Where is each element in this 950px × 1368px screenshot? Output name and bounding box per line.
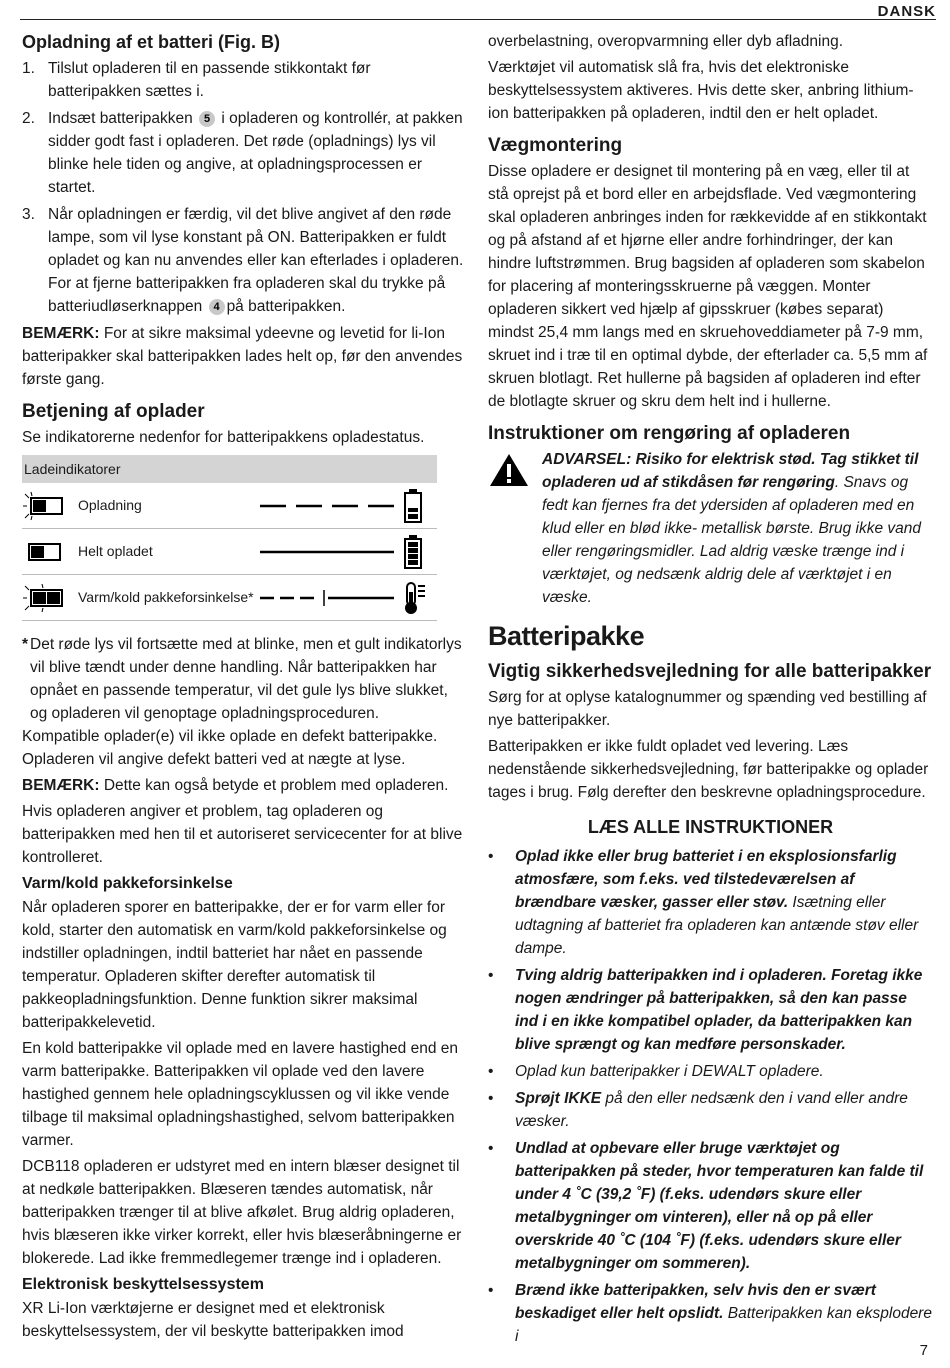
page-number: 7 — [919, 1342, 928, 1359]
part-ref-badge: 5 — [199, 111, 215, 127]
thermometer-icon — [398, 580, 428, 616]
bullet-text: på den eller nedsænk den i vand eller andre væsker. — [515, 1090, 908, 1130]
bullet-text: Isætning eller udtagning af batteriet fra opladeren kan antænde støv eller dampe. — [515, 894, 919, 957]
bullet-bold: Tving aldrig batteripakken ind i opladeren. Foretag ikke nogen ændringer på batteripakken, så den kan passe ind i en ikke kompatibel oplader, da batteripakken kan blive sprængt og kan medføre personskader. — [515, 967, 923, 1053]
indicator-label: Opladning — [78, 497, 142, 513]
protect-title: Elektronisk beskyttelsessystem — [22, 1276, 264, 1293]
footnote — [22, 633, 466, 725]
note-text: For at sikre maksimal ydeevne og levetid for li-Ion batteripakker skal batteripakken lades helt op, før den anvendes første gang. — [22, 325, 463, 388]
list-item: • Sprøjt IKKE på den eller nedsænk den i vand eller andre væsker. — [488, 1090, 908, 1130]
blinking-indicator-icon — [22, 491, 78, 521]
bullet-text: Batteripakken kan eksplodere i — [515, 1305, 932, 1345]
hotcold-title: Varm/kold pakkeforsinkelse — [22, 875, 233, 892]
bullet-bold: Brænd ikke batteripakken, selv hvis den er svært beskadiget eller helt opslidt. — [515, 1282, 876, 1322]
list-item: • Oplad ikke eller brug batteriet i en eksplosionsfarlig atmosfære, som f.eks. ved tilstedeværelsen af brændbare væsker, gasser eller støv. Isætning eller udtagning af batteriet fra opladeren kan antænde støv eller dampe. — [488, 848, 919, 957]
indicator-table-header: Ladeindikatorer — [22, 455, 437, 483]
protect-text: XR Li-Ion værktøjerne er designet med et elektronisk beskyttelsessystem, der vil beskytte batteripakken imod — [22, 1300, 404, 1340]
read-all-heading: LÆS ALLE INSTRUKTIONER — [587, 817, 834, 837]
note-label: BEMÆRK: — [22, 325, 100, 342]
charge-title: Opladning af et batteri (Fig. B) — [22, 32, 280, 52]
note-label: BEMÆRK: — [22, 777, 100, 794]
wall-title: Vægmontering — [488, 135, 623, 156]
bullet-bold: Sprøjt IKKE — [515, 1090, 602, 1107]
warning-triangle-icon — [488, 448, 542, 609]
right-column — [488, 30, 933, 1352]
pattern-dashed-long — [258, 496, 398, 516]
double-blinking-indicator-icon — [22, 583, 78, 613]
indicator-label: Helt opladet — [78, 543, 153, 559]
part-ref-badge: 4 — [209, 299, 225, 315]
header-rule — [20, 19, 936, 20]
safety-bullet-list — [488, 845, 933, 1348]
left-column — [22, 30, 466, 1346]
problem-text: Hvis opladeren angiver et problem, tag opladeren og batteripakken med hen til et autoriseret servicecenter for at blive kontrolleret. — [22, 803, 463, 866]
clean-title: Instruktioner om rengøring af opladeren — [488, 423, 851, 444]
operation-title: Betjening af oplader — [22, 401, 205, 422]
steady-indicator-icon — [22, 537, 78, 567]
indicator-table — [22, 455, 437, 621]
charge-step — [22, 107, 466, 199]
note-text: Dette kan også betyde et problem med opladeren. — [103, 777, 449, 794]
note-paragraph — [22, 774, 466, 797]
compat-text: Kompatible oplader(e) vil ikke oplade en defekt batteripakke. Opladeren vil angive defekt batteri ved at nægte at lyse. — [22, 728, 438, 768]
charge-steps — [22, 57, 466, 318]
battery-title: Batteripakke — [488, 621, 645, 651]
step-text: Når opladningen er færdig, vil det blive angivet af den røde lampe, som vil lyse konstant på ON. Batteripakken er fuldt opladet og kan nu anvendes eller kan efterlades i opladeren. For at fjerne batteripakken fra opladeren skal du trykke på batteriudløserknappen — [48, 206, 464, 315]
footnote-text: Det røde lys vil fortsætte med at blinke, men et gult indikatorlys vil blive tændt under denne handling. Når batteripakken har opnået en passende temperatur, vil det gule lys blive slukket, og opladeren vil genoptage opladningsproceduren. — [30, 636, 462, 722]
protect-continued: overbelastning, overopvarmning eller dyb afladning. — [488, 33, 843, 50]
step-text: på batteripakken. — [226, 298, 346, 315]
warning-block — [488, 448, 933, 609]
safety-paragraph: Sørg for at oplyse katalognummer og spænding ved bestilling af nye batteripakker. — [488, 689, 927, 729]
indicator-row — [22, 575, 437, 621]
safety-paragraph: Batteripakken er ikke fuldt opladet ved levering. Læs nedenstående sikkerhedsvejledning, før batteripakke og oplader tages i brug. Følg derefter den beskrevne opladningsprocedure. — [488, 738, 929, 801]
bullet-text: Oplad kun batteripakker i DEWALT opladere. — [515, 1063, 824, 1080]
bullet-bold: Undlad at opbevare eller bruge værktøjet og batteripakken på steder, hvor temperaturen kan falde til under 4 ˚C (39,2 ˚F) (f.eks. udendørs skure eller metalbygninger om vinteren), eller nå op på eller overskride 40 ˚C (104 ˚F) (f.eks. udendørs skure eller metalbygninger om sommeren). — [515, 1140, 924, 1272]
operation-intro: Se indikatorerne nedenfor for batteripakkens opladestatus. — [22, 429, 425, 446]
hotcold-paragraph: Når opladeren sporer en batteripakke, der er for varm eller for kold, starter den automatisk en varm/kold pakkeforsinkelse og indstiller opladningen, indtil batteriet har nået en passende temperatur. Opladeren skifter derefter automatisk til pakkeopladningsfunktion. Denne funktion sikrer maksimal batteripakkelevetid. — [22, 899, 447, 1031]
protect-paragraph: Værktøjet vil automatisk slå fra, hvis det elektroniske beskyttelsessystem aktiveres. Hvis dette sker, anbring lithium-ion batteripakken på opladeren, indtil den er helt opladet. — [488, 59, 914, 122]
note-paragraph — [22, 322, 466, 391]
battery-charging-icon — [398, 488, 428, 524]
step-number: 2. — [22, 110, 35, 127]
list-item: • Undlad at opbevare eller bruge værktøjet og batteripakken på steder, hvor temperaturen kan falde til under 4 ˚C (39,2 ˚F) (f.eks. udendørs skure eller metalbygninger om vinteren), eller nå op på eller overskride 40 ˚C (104 ˚F) (f.eks. udendørs skure eller metalbygninger om sommeren). — [488, 1140, 924, 1272]
indicator-label: Varm/kold pakkeforsinkelse* — [78, 589, 254, 605]
step-text: Tilslut opladeren til en passende stikkontakt før batteripakken sættes i. — [48, 60, 371, 100]
pattern-dashed-short-bar — [258, 588, 398, 608]
safety-title: Vigtig sikkerhedsvejledning for alle batteripakker — [488, 661, 932, 682]
hotcold-paragraph: En kold batteripakke vil oplade med en lavere hastighed end en varm batteripakke. Batteripakken vil oplade ved den lavere hastighed gennem hele opladningscyklussen og vil ikke vende tilbage til maksimal opladningshastighed, selvom batteripakken varmer. — [22, 1040, 459, 1149]
step-text: i opladeren og kontrollér, at pakken sidder godt fast i opladeren. Det røde (opladnings) lys vil blinke hele tiden og angive, at opladningsprocessen er startet. — [48, 110, 463, 196]
wall-text: Disse opladere er designet til montering på en væg, eller til at stå oprejst på et bord eller en arbejdsflade. Ved vægmontering skal opladeren anbringes inden for rækkevidde af en stikkontakt og på afstand af et hjørne eller andre forhindringer, der kan hindre luftstrømmen. Brug bagsiden af opladeren som skabelon for placering af monteringsskruerne på væggen. Monter opladeren sikkert ved hjælp af gipsskruer (købes separat) mindst 25,4 mm langs med en skruehoveddiameter på 7-9 mm, skruet ind i træ til en optimal dybde, der efterlader ca. 5,5 mm af skruen blotlagt. Ret hullerne på bagsiden af opladeren ind efter de blotlagte skruer og skru dem helt ind i hullerne. — [488, 163, 928, 410]
list-item: • Tving aldrig batteripakken ind i opladeren. Foretag ikke nogen ændringer på batteripakken, så den kan passe ind i en ikke kompatibel oplader, da batteripakken kan blive sprængt og kan medføre personskader. — [488, 967, 923, 1053]
step-text: Indsæt batteripakken — [48, 110, 193, 127]
list-item: • Oplad kun batteripakker i DEWALT opladere. — [488, 1063, 824, 1080]
hotcold-paragraph: DCB118 opladeren er udstyret med en intern blæser designet til at nedkøle batteripakken. Blæseren tændes automatisk, når batteripakken trænger til at blive afkølet. Brug aldrig opladeren, hvis blæseren ikke virker korrekt, eller hvis blæseråbningerne er blokerede. Lad ikke fremmedlegemer trænge ind i opladeren. — [22, 1158, 462, 1267]
battery-full-icon — [398, 534, 428, 570]
charge-step — [22, 203, 466, 318]
charge-step — [22, 57, 466, 103]
step-number: 3. — [22, 206, 35, 223]
language-label: DANSK — [877, 3, 936, 20]
bullet-bold: Oplad ikke eller brug batteriet i en eksplosionsfarlig atmosfære, som f.eks. ved tilstedeværelsen af brændbare væsker, gasser eller støv. — [515, 848, 897, 911]
warning-text: . Snavs og fedt kan fjernes fra det ydersiden af opladeren med en klud eller en blød ikke- metallisk børste. Brug ikke vand eller rengøringsmidler. Lad aldrig væske trænge ind i værktøjet, og nedsænk aldrig dele af værktøjet i en væske. — [542, 474, 922, 606]
footnote-mark: * — [22, 636, 29, 653]
pattern-solid — [258, 542, 398, 562]
indicator-row — [22, 529, 437, 575]
indicator-row — [22, 483, 437, 529]
step-number: 1. — [22, 60, 35, 77]
list-item: • Brænd ikke batteripakken, selv hvis den er svært beskadiget eller helt opslidt. Batteripakken kan eksplodere i — [488, 1282, 932, 1345]
warning-bold-text: ADVARSEL: Risiko for elektrisk stød. Tag stikket til opladeren ud af stikdåsen før rengøring — [542, 451, 919, 491]
